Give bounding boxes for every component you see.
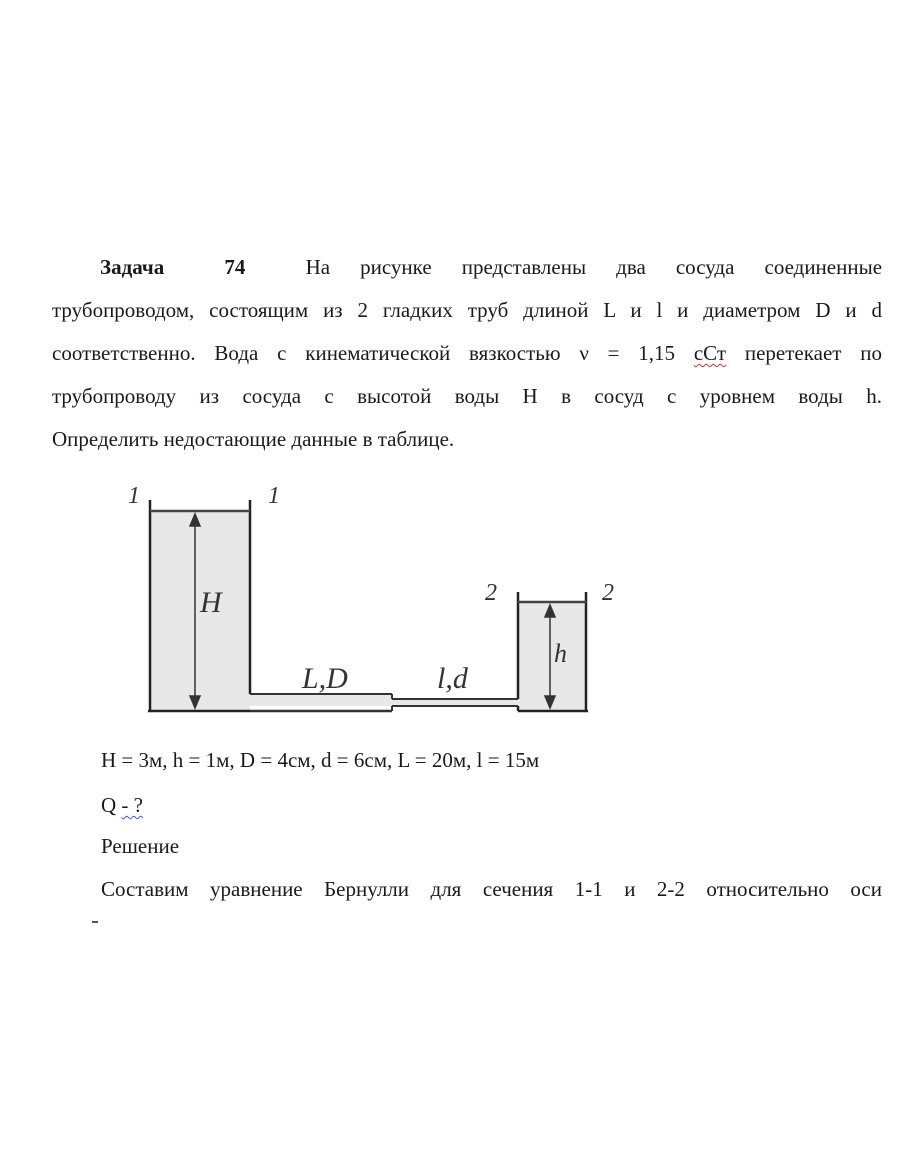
problem-line-5: Определить недостающие данные в таблице. bbox=[52, 427, 455, 451]
problem-line-1 bbox=[52, 246, 882, 289]
section-label-right-a: 2 bbox=[485, 580, 497, 606]
unknown-question bbox=[101, 793, 143, 818]
vessels-diagram bbox=[0, 478, 910, 728]
question-mark: - ? bbox=[121, 793, 143, 817]
cut-off-mark bbox=[92, 921, 98, 923]
right-vessel-water bbox=[518, 602, 586, 711]
section-label-left-b: 1 bbox=[268, 483, 280, 509]
label-H: H bbox=[200, 586, 222, 619]
given-values: H = 3м, h = 1м, D = 4см, d = 6см, L = 20м, l = 15м bbox=[101, 748, 540, 772]
section-label-right-b: 2 bbox=[602, 580, 614, 606]
label-pipe-small: l,d bbox=[437, 662, 468, 695]
solution-heading: Решение bbox=[101, 834, 180, 858]
question-symbol: Q bbox=[101, 793, 122, 817]
section-label-left-a: 1 bbox=[128, 483, 140, 509]
solution-line-1: Составим уравнение Бернулли для сечения 1-1 и 2-2 относительно оси bbox=[101, 877, 882, 901]
viscosity-unit: сСт bbox=[693, 341, 727, 365]
pipe-large bbox=[250, 694, 392, 706]
problem-line-3 bbox=[52, 332, 882, 375]
problem-line-2: трубопроводом, состоящим из 2 гладких труб длиной L и l и диаметром D и d bbox=[52, 298, 882, 322]
label-h: h bbox=[554, 639, 567, 668]
label-pipe-large: L,D bbox=[302, 662, 348, 695]
problem-line-4: трубопроводу из сосуда с высотой воды H в сосуд с уровнем воды h. bbox=[52, 384, 882, 408]
problem-line-3-start: соответственно. Вода с кинематической вязкостью ν = 1,15 bbox=[52, 341, 694, 365]
pipe-small bbox=[392, 699, 518, 706]
problem-text bbox=[52, 246, 882, 461]
problem-line-1-text: На рисунке представлены два сосуда соединенные bbox=[305, 255, 883, 279]
problem-label: Задача bbox=[100, 255, 165, 279]
problem-line-3-end: перетекает по bbox=[726, 341, 882, 365]
problem-number: 74 bbox=[224, 255, 246, 279]
